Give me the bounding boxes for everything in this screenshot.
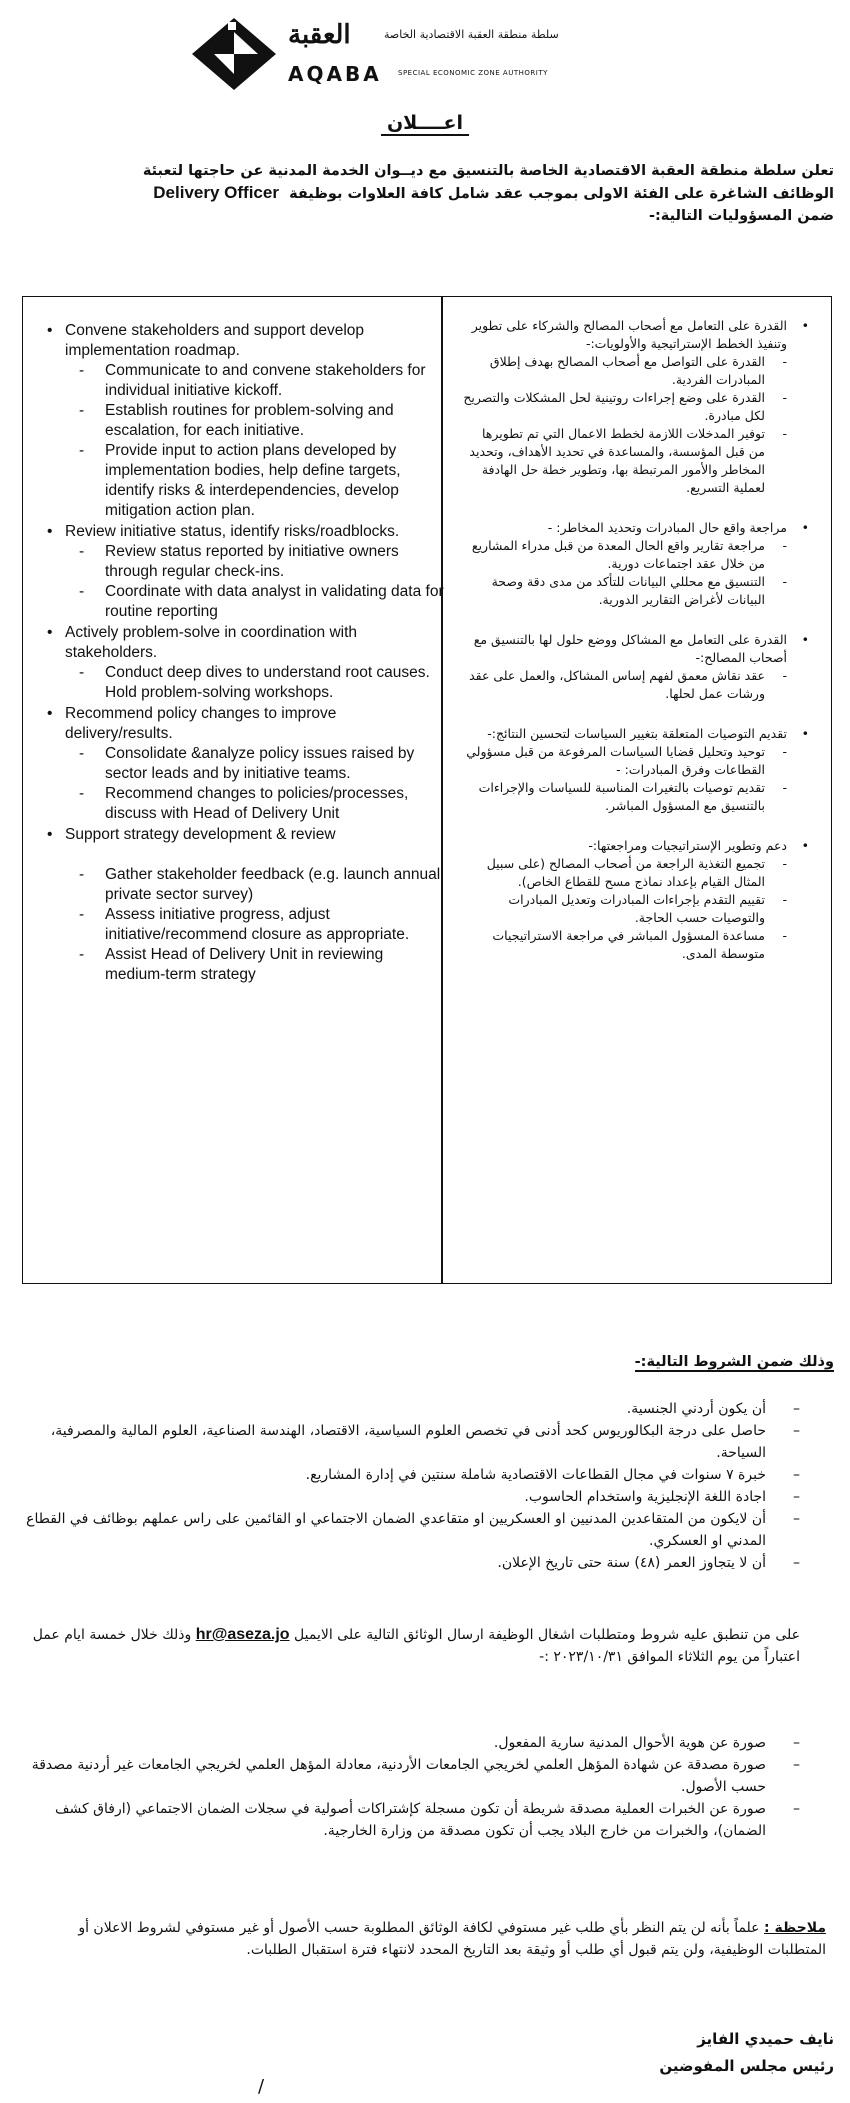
responsibility-en: • Actively problem-solve in coordination with stakeholders. - Conduct deep dives to understand root causes. Hold problem-solving workshops. <box>47 623 447 703</box>
condition-item: – اجادة اللغة الإنجليزية واستخدام الحاسوب. <box>20 1486 800 1508</box>
note-label: ملاحظة : <box>764 1920 826 1936</box>
sub-responsibility-en: - Provide input to action plans developed by implementation bodies, help define targets, identify risks & interdependencies, develop mitigation action plan. <box>79 441 447 521</box>
announcement-title: اعــــلان <box>0 112 850 134</box>
sub-responsibility-en: - Communicate to and convene stakeholders for individual initiative kickoff. <box>79 361 447 401</box>
condition-item: – أن لايكون من المتقاعدين المدنيين او العسكريين او متقاعدي الضمان الاجتماعي او القائمين على راس عملهم بوظائف في القطاع المدني او العسكري. <box>20 1508 800 1552</box>
sub-responsibility-en: - Assist Head of Delivery Unit in reviewing medium-term strategy <box>79 945 447 985</box>
responsibilities-table <box>22 296 832 1284</box>
sub-responsibility-en: - Recommend changes to policies/processes, discuss with Head of Delivery Unit <box>79 784 447 824</box>
email-link[interactable]: hr@aseza.jo <box>195 1626 290 1643</box>
responsibility-en: • Review initiative status, identify risks/roadblocks. - Review status reported by initiative owners through regular check-ins. - Coordinate with data analyst in validating data for routine reporting <box>47 522 447 622</box>
sub-responsibility-ar: - القدرة على التواصل مع أصحاب المصالح بهدف إطلاق المبادرات الفردية. <box>463 353 787 389</box>
responsibilities-arabic <box>463 317 809 985</box>
sub-responsibility-ar: - القدرة على وضع إجراءات روتينية لحل المشكلات والتصريح لكل مبادرة. <box>463 389 787 425</box>
conditions-heading: وذلك ضمن الشروط التالية:- <box>634 1354 834 1370</box>
responsibility-en: • Recommend policy changes to improve delivery/results. - Consolidate &analyze policy issues raised by sector leads and by initiative teams. - Recommend changes to policies/processes, discuss with Head of Delivery Unit <box>47 704 447 824</box>
intro-paragraph <box>16 160 834 227</box>
intro-line-2: الوظائف الشاغرة على الفئة الاولى بموجب عقد شامل كافة العلاوات بوظيفة Delivery Officer <box>153 183 834 202</box>
responsibilities-english <box>47 321 447 986</box>
note-paragraph <box>20 1917 826 1961</box>
signature-mark: / <box>258 2076 265 2097</box>
sub-responsibility-en: - Review status reported by initiative owners through regular check-ins. <box>79 542 447 582</box>
sub-responsibility-en: - Assess initiative progress, adjust initiative/recommend closure as appropriate. <box>79 905 447 945</box>
sub-responsibility-ar: - تقديم توصيات بالتغيرات المناسبة للسياسات والإجراءات بالتنسيق مع المسؤول المباشر. <box>463 779 787 815</box>
required-documents-list <box>20 1732 800 1842</box>
sub-responsibility-ar: - عقد نقاش معمق لفهم إساس المشاكل، والعمل على عقد ورشات عمل لحلها. <box>463 667 787 703</box>
sub-responsibility-en: - Conduct deep dives to understand root causes. Hold problem-solving workshops. <box>79 663 447 703</box>
responsibility-en: • Convene stakeholders and support develop implementation roadmap. - Communicate to and convene stakeholders for individual initiative kickoff. - Establish routines for problem-solving and escalation, for each initiative. - Provide input to action plans developed by implementation bodies, help define targets, identify risks & interdependencies, develop mitigation action plan. <box>47 321 447 521</box>
signature-block <box>659 2026 834 2080</box>
logo-english-subtitle: SPECIAL ECONOMIC ZONE AUTHORITY <box>398 69 548 77</box>
responsibility-ar: • دعم وتطوير الإستراتيجيات ومراجعتها:- - تجميع التغذية الراجعة من أصحاب المصالح (على سبيل المثال القيام بإعداد نماذج مسح للقطاع الخاص). - تقييم التقدم بإجراءات المبادرات وتعديل المبادرات والتوصيات حسب الحاجة. - مساعدة المسؤول المباشر في مراجعة الاستراتيجيات متوسطة المدى. <box>463 837 809 963</box>
sub-responsibility-ar: - تقييم التقدم بإجراءات المبادرات وتعديل المبادرات والتوصيات حسب الحاجة. <box>463 891 787 927</box>
responsibility-en: • Support strategy development & review - Gather stakeholder feedback (e.g. launch annual private sector survey) - Assess initiative progress, adjust initiative/recommend closure as appropriate. - Assist Head of Delivery Unit in reviewing medium-term strategy <box>47 825 447 985</box>
document-item: – صورة عن الخبرات العملية مصدقة شريطة أن تكون مسجلة كإشتراكات أصولية في سجلات الضمان الاجتماعي (ارفاق كشف الضمان)، والخبرات من خارج البلاد يجب أن تكون مصدقة من وزارة الخارجية. <box>20 1798 800 1842</box>
sub-responsibility-ar: - مراجعة تقارير واقع الحال المعدة من قبل مدراء المشاريع من خلال عقد اجتماعات دورية. <box>463 537 787 573</box>
sub-responsibility-ar: - مساعدة المسؤول المباشر في مراجعة الاستراتيجيات متوسطة المدى. <box>463 927 787 963</box>
signatory-name: نايف حميدي الفايز <box>697 2030 834 2048</box>
sub-responsibility-ar: - توفير المدخلات اللازمة لخطط الاعمال التي تم تطويرها من قبل المؤسسة، والمساعدة في تحديد الأهداف، وتحديد المخاطر والأمور المرتبطة بها، وتطوير خطة حل الهادفة لعملية التسريع. <box>463 425 787 497</box>
sub-responsibility-en: - Gather stakeholder feedback (e.g. launch annual private sector survey) <box>79 865 447 905</box>
sub-responsibility-ar: - تجميع التغذية الراجعة من أصحاب المصالح (على سبيل المثال القيام بإعداد نماذج مسح للقطاع الخاص). <box>463 855 787 891</box>
logo-english-name: AQABA <box>288 62 382 86</box>
logo-emblem-icon <box>188 14 280 92</box>
condition-item: – خبرة ٧ سنوات في مجال القطاعات الاقتصادية شاملة سنتين في إدارة المشاريع. <box>20 1464 800 1486</box>
logo-arabic-subtitle: سلطة منطقة العقبة الاقتصادية الخاصة <box>384 28 559 41</box>
aseza-logo <box>188 14 628 92</box>
document-item: – صورة عن هوية الأحوال المدنية سارية المفعول. <box>20 1732 800 1754</box>
responsibility-ar: • القدرة على التعامل مع المشاكل ووضع حلول لها بالتنسيق مع أصحاب المصالح:- - عقد نقاش معمق لفهم إساس المشاكل، والعمل على عقد ورشات عمل لحلها. <box>463 631 809 703</box>
document-item: – صورة مصدقة عن شهادة المؤهل العلمي لخريجي الجامعات الأردنية، معادلة المؤهل العلمي لخريجي الجامعات غير أردنية مصدقة حسب الأصول. <box>20 1754 800 1798</box>
sub-responsibility-ar: - التنسيق مع محللي البيانات للتأكد من مدى دقة وصحة البيانات لأغراض التقارير الدورية. <box>463 573 787 609</box>
condition-item: – أن يكون أردني الجنسية. <box>20 1398 800 1420</box>
job-title: Delivery Officer <box>153 183 279 202</box>
signatory-position: رئيس مجلس المفوضين <box>659 2057 834 2075</box>
responsibility-ar: • تقديم التوصيات المتعلقة بتغيير السياسات لتحسين النتائج:- - توحيد وتحليل قضايا السياسات المرفوعة من قبل مسؤولي القطاعات وفرق المبادرات: - - تقديم توصيات بالتغيرات المناسبة للسياسات والإجراءات بالتنسيق مع المسؤول المباشر. <box>463 725 809 815</box>
responsibility-ar: • القدرة على التعامل مع أصحاب المصالح والشركاء على تطوير وتنفيذ الخطط الإستراتيجية والأولويات:- - القدرة على التواصل مع أصحاب المصالح بهدف إطلاق المبادرات الفردية. - القدرة على وضع إجراءات روتينية لحل المشكلات والتصريح لكل مبادرة. - توفير المدخلات اللازمة لخطط الاعمال التي تم تطويرها من قبل المؤسسة، والمساعدة في تحديد الأهداف، وتحديد المخاطر والأمور المرتبطة بها، وتطوير خطة حل الهادفة لعملية التسريع. <box>463 317 809 497</box>
sub-responsibility-ar: - توحيد وتحليل قضايا السياسات المرفوعة من قبل مسؤولي القطاعات وفرق المبادرات: - <box>463 743 787 779</box>
sub-responsibility-en: - Coordinate with data analyst in validating data for routine reporting <box>79 582 447 622</box>
sub-responsibility-en: - Consolidate &analyze policy issues raised by sector leads and by initiative teams. <box>79 744 447 784</box>
application-instructions: على من تنطبق عليه شروط ومتطلبات اشغال الوظيفة ارسال الوثائق التالية على الايميل hr@aseza.jo وذلك خلال خمسة ايام عمل اعتباراً من يوم الثلاثاء الموافق ٢٠٢٣/١٠/٣١ :- <box>32 1626 800 1665</box>
note-text: علماً بأنه لن يتم النظر بأي طلب غير مستوفي لكافة الوثائق المطلوبة حسب الأصول أو غير مستوفي لشروط الاعلان أو المتطلبات الوظيفية، ولن يتم قبول أي طلب أو وثيقة بعد التاريخ المحدد لانتهاء فترة استقبال الطلبات. <box>78 1920 826 1958</box>
intro-line-1: تعلن سلطة منطقة العقبة الاقتصادية الخاصة بالتنسيق مع ديــوان الخدمة المدنية عن حاجتها لتعبئة <box>142 163 834 179</box>
intro-line-3: ضمن المسؤوليات التالية:- <box>648 208 834 224</box>
condition-item: – حاصل على درجة البكالوريوس كحد أدنى في تخصص العلوم السياسية، الاقتصاد، الهندسة الصناعية، العلوم المالية والمصرفية، السياحة. <box>20 1420 800 1464</box>
responsibility-ar: • مراجعة واقع حال المبادرات وتحديد المخاطر: - - مراجعة تقارير واقع الحال المعدة من قبل مدراء المشاريع من خلال عقد اجتماعات دورية. - التنسيق مع محللي البيانات للتأكد من مدى دقة وصحة البيانات لأغراض التقارير الدورية. <box>463 519 809 609</box>
sub-responsibility-en: - Establish routines for problem-solving and escalation, for each initiative. <box>79 401 447 441</box>
condition-item: – أن لا يتجاوز العمر (٤٨) سنة حتى تاريخ الإعلان. <box>20 1552 800 1574</box>
logo-arabic-name: العقبة <box>288 20 351 50</box>
conditions-list <box>20 1398 800 1574</box>
